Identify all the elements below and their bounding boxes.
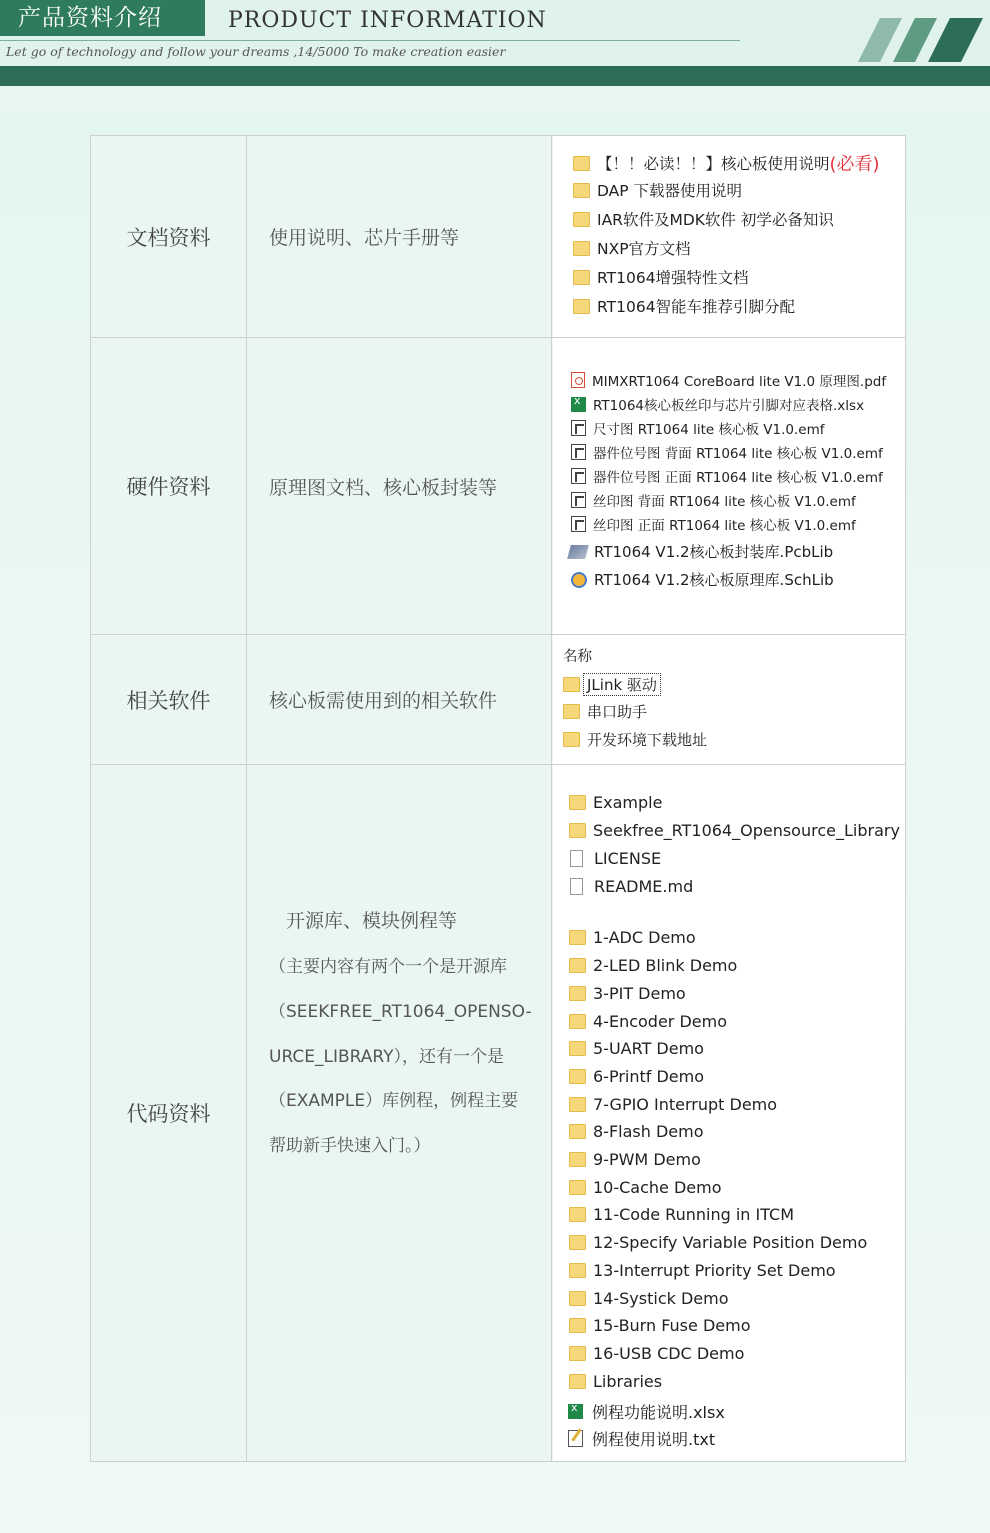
description-line: （SEEKFREE_RT1064_OPENSO- (269, 1002, 532, 1022)
file-name: 例程使用说明.txt (592, 1430, 716, 1449)
column-header-name: 名称 (563, 649, 592, 665)
folder-icon (569, 930, 586, 945)
list-item[interactable] (571, 490, 856, 510)
list-item[interactable] (570, 877, 693, 896)
folder-icon (573, 212, 590, 227)
excel-icon (571, 397, 586, 412)
category-cell: 硬件资料 (91, 338, 247, 634)
list-item[interactable] (569, 1205, 794, 1224)
folder-icon (569, 1124, 586, 1139)
file-name: Libraries (593, 1372, 663, 1391)
emf-icon (571, 492, 586, 508)
excel-icon (568, 1404, 583, 1419)
file-name: 开发环境下载地址 (587, 731, 708, 749)
description-cell: 核心板需使用到的相关软件 (247, 635, 552, 764)
list-item[interactable] (573, 179, 742, 201)
list-item[interactable] (573, 295, 795, 317)
list-item[interactable] (569, 1344, 744, 1363)
file-list-panel (553, 136, 905, 337)
folder-icon (563, 704, 580, 719)
folder-icon (569, 1041, 586, 1056)
list-item[interactable] (571, 370, 886, 390)
emf-icon (571, 468, 586, 484)
description-line: 帮助新手快速入门。） (269, 1136, 431, 1156)
file-name: 15-Burn Fuse Demo (593, 1316, 751, 1335)
folder-icon (569, 1346, 586, 1361)
folder-icon (563, 732, 580, 747)
description-line: 开源库、模块例程等 (286, 910, 458, 932)
emf-icon (571, 516, 586, 532)
folder-icon (569, 1014, 586, 1029)
list-item[interactable] (569, 1122, 704, 1141)
file-name: LICENSE (594, 849, 662, 868)
folder-icon (569, 1069, 586, 1084)
table-row (91, 635, 905, 765)
description-line: （主要内容有两个一个是开源库 (269, 957, 507, 977)
file-name: RT1064智能车推荐引脚分配 (597, 298, 796, 316)
file-name: NXP官方文档 (597, 240, 691, 258)
must-read-label: (必看) (829, 154, 880, 175)
table-row (91, 136, 905, 338)
description-line: URCE_LIBRARY），还有一个是 (269, 1047, 505, 1067)
file-name: 9-PWM Demo (593, 1150, 701, 1169)
file-name: 11-Code Running in ITCM (593, 1205, 795, 1224)
folder-icon (573, 241, 590, 256)
folder-icon (563, 677, 580, 692)
list-item[interactable] (571, 514, 856, 534)
list-item[interactable] (569, 956, 737, 975)
list-item[interactable] (569, 984, 686, 1003)
file-name: 5-UART Demo (593, 1039, 704, 1058)
txt-icon (568, 1430, 583, 1447)
folder-icon (569, 958, 586, 973)
file-name: 4-Encoder Demo (593, 1012, 727, 1031)
folder-icon (573, 156, 590, 171)
emf-icon (571, 444, 586, 460)
category-cell: 相关软件 (91, 635, 247, 764)
pcblib-icon (567, 545, 589, 559)
file-name: 3-PIT Demo (593, 984, 686, 1003)
file-name: 器件位号图 背面 RT1064 lite 核心板 V1.0.emf (593, 446, 883, 462)
file-name: RT1064 V1.2核心板原理库.SchLib (594, 571, 834, 589)
list-item[interactable] (571, 466, 883, 486)
pdf-icon (571, 372, 585, 388)
file-name: 丝印图 背面 RT1064 lite 核心板 V1.0.emf (593, 494, 856, 510)
file-name: 14-Systick Demo (593, 1289, 729, 1308)
file-name: DAP 下载器使用说明 (597, 182, 743, 200)
file-name: RT1064核心板丝印与芯片引脚对应表格.xlsx (593, 398, 865, 414)
file-icon (570, 878, 583, 895)
folder-icon (569, 1374, 586, 1389)
file-list-panel (553, 635, 905, 764)
title-en: PRODUCT INFORMATION (228, 8, 547, 33)
product-info-table (90, 135, 906, 1462)
list-item[interactable] (571, 418, 824, 438)
folder-icon (569, 1207, 586, 1222)
list-item[interactable] (569, 1261, 836, 1280)
list-item[interactable] (571, 394, 864, 414)
description-line: （EXAMPLE）库例程，例程主要 (269, 1091, 519, 1111)
description-cell: 使用说明、芯片手册等 (247, 136, 552, 337)
list-item[interactable] (571, 569, 834, 590)
tagline: Let go of technology and follow your dreams ,14/5000 To make creation easier (6, 44, 506, 59)
stripes-decoration (858, 18, 983, 62)
file-name: README.md (594, 877, 694, 896)
list-item[interactable] (569, 1095, 777, 1114)
list-item[interactable] (569, 793, 662, 812)
list-item[interactable] (569, 1012, 727, 1031)
file-name: 13-Interrupt Priority Set Demo (593, 1261, 836, 1280)
list-item[interactable] (573, 208, 834, 230)
list-item[interactable] (563, 729, 707, 750)
list-item[interactable] (569, 1039, 704, 1058)
file-name: IAR软件及MDK软件 初学必备知识 (597, 211, 834, 229)
emf-icon (571, 420, 586, 436)
file-icon (570, 850, 583, 867)
folder-icon (569, 823, 586, 838)
file-list-panel (553, 765, 905, 1461)
folder-icon (569, 1235, 586, 1250)
file-name: 丝印图 正面 RT1064 lite 核心板 V1.0.emf (593, 518, 856, 534)
file-name: Example (593, 793, 663, 812)
file-name: RT1064增强特性文档 (597, 269, 749, 287)
folder-icon (569, 986, 586, 1001)
header-band-light (0, 86, 990, 114)
list-item[interactable] (563, 701, 647, 722)
description-cell (247, 765, 552, 1461)
header-band (0, 66, 990, 86)
list-item[interactable] (573, 266, 749, 288)
file-name: 器件位号图 正面 RT1064 lite 核心板 V1.0.emf (593, 470, 883, 486)
list-item[interactable] (568, 1400, 725, 1423)
file-name: RT1064 V1.2核心板封装库.PcbLib (594, 543, 834, 561)
list-item[interactable] (569, 1372, 662, 1391)
file-name: Seekfree_RT1064_Opensource_Library (593, 821, 900, 840)
folder-icon (569, 1263, 586, 1278)
list-item[interactable] (569, 1289, 729, 1308)
table-row (91, 338, 905, 635)
title-cn: 产品资料介绍 (0, 0, 205, 36)
file-name: JLink 驱动 (583, 673, 661, 696)
list-item[interactable] (570, 849, 661, 868)
folder-icon (573, 299, 590, 314)
list-item[interactable] (569, 1178, 722, 1197)
file-name: 1-ADC Demo (593, 928, 696, 947)
list-item[interactable] (569, 541, 833, 562)
list-item[interactable] (569, 1150, 701, 1169)
category-cell: 代码资料 (91, 765, 247, 1461)
file-name: 10-Cache Demo (593, 1178, 722, 1197)
file-name: 例程功能说明.xlsx (592, 1403, 725, 1422)
list-item[interactable] (569, 928, 696, 947)
folder-icon (569, 1152, 586, 1167)
code-description (247, 765, 552, 1461)
file-name: 16-USB CDC Demo (593, 1344, 745, 1363)
category-cell: 文档资料 (91, 136, 247, 337)
page-header (0, 0, 990, 115)
file-name: 6-Printf Demo (593, 1067, 705, 1086)
list-item[interactable] (571, 442, 883, 462)
file-name: 串口助手 (587, 703, 648, 721)
description-cell: 原理图文档、核心板封装等 (247, 338, 552, 634)
file-name: 12-Specify Variable Position Demo (593, 1233, 868, 1252)
file-name: 【！！必读！！】核心板使用说明 (597, 155, 830, 173)
table-row (91, 765, 905, 1461)
folder-icon (569, 1180, 586, 1195)
file-name: 7-GPIO Interrupt Demo (593, 1095, 778, 1114)
header-rule (0, 40, 740, 41)
file-list-panel (553, 338, 905, 634)
folder-icon (573, 183, 590, 198)
file-name: MIMXRT1064 CoreBoard lite V1.0 原理图.pdf (592, 374, 887, 390)
list-item[interactable] (573, 237, 691, 259)
folder-icon (569, 795, 586, 810)
list-item[interactable] (569, 821, 900, 840)
file-name: 2-LED Blink Demo (593, 956, 738, 975)
list-item[interactable] (563, 673, 661, 696)
schlib-icon (571, 572, 587, 588)
folder-icon (569, 1291, 586, 1306)
file-name: 8-Flash Demo (593, 1122, 704, 1141)
folder-icon (569, 1318, 586, 1333)
folder-icon (569, 1097, 586, 1112)
list-item[interactable] (568, 1427, 715, 1450)
list-item[interactable] (573, 150, 880, 176)
file-name: 尺寸图 RT1064 lite 核心板 V1.0.emf (593, 422, 825, 438)
list-item[interactable] (569, 1316, 750, 1335)
folder-icon (573, 270, 590, 285)
list-item[interactable] (569, 1067, 704, 1086)
list-item[interactable] (569, 1233, 867, 1252)
